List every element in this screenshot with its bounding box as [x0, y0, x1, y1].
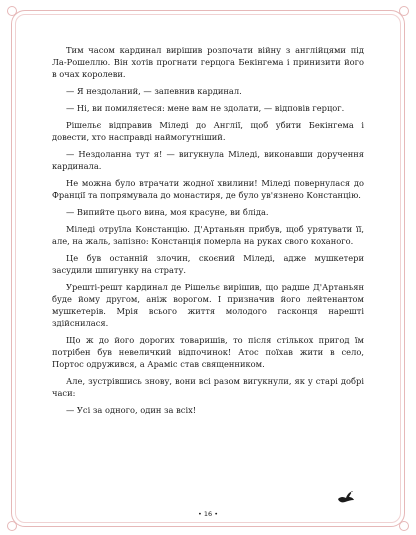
paragraph: Але, зустрівшись знову, вони всі разом вигукнули, як у старі добрі часи:: [52, 376, 364, 399]
paragraph: — Усі за одного, один за всіх!: [66, 405, 197, 416]
frame-corner-ornament: [399, 521, 409, 531]
paragraph: Що ж до його дорогих товаришів, то після стількох пригод їм потрібен був невеличкий відпочинок! Атос поїхав жити в село, Портос одружився, а Араміс став священником.: [52, 335, 364, 370]
paragraph: Це був останній злочин, скоєний Міледі, адже мушкетери засудили шпигунку на страту.: [52, 252, 364, 275]
paragraph: Урешті-решт кардинал де Рішельє вирішив, що радше Д'Артаньян буде йому другом, аніж ворогом. І призначив його лейтенантом мушкетерів. Мрія всього життя молодого гасконця нарешті здійснилася.: [52, 281, 364, 329]
paragraph: Тим часом кардинал вирішив розпочати війну з англійцями під Ла-Рошеллю. Він хотів прогнати герцога Бекінгема і принизити його в очах королеви.: [52, 45, 364, 80]
frame-corner-ornament: [7, 521, 17, 531]
bird-icon: [337, 490, 355, 504]
page-number: • 16 •: [197, 510, 219, 518]
paragraph: — Я нездоланий, — запевнив кардинал.: [66, 86, 242, 97]
story-text: [52, 44, 364, 421]
paragraph: — Випийте цього вина, моя красуне, ви бліда.: [66, 206, 269, 217]
paragraph: Міледі отруїла Констанцію. Д'Артаньян прибув, щоб урятувати її, але, на жаль, запізно: Констанція померла на руках свого коханого.: [52, 223, 364, 246]
paragraph: Не можна було втрачати жодної хвилини! Міледі повернулася до Франції та попрямувала до монастиря, де було ув'язнено Констанцію.: [52, 177, 364, 200]
paragraph: Рішельє відправив Міледі до Англії, щоб убити Бекінгема і довести, хто насправді наймогутніший.: [52, 119, 364, 142]
paragraph: — Нездоланна тут я! — вигукнула Міледі, виконавши доручення кардинала.: [52, 148, 364, 171]
frame-corner-ornament: [399, 6, 409, 16]
frame-corner-ornament: [7, 6, 17, 16]
paragraph: — Ні, ви помиляєтеся: мене вам не здолати, — відповів герцог.: [66, 103, 345, 113]
